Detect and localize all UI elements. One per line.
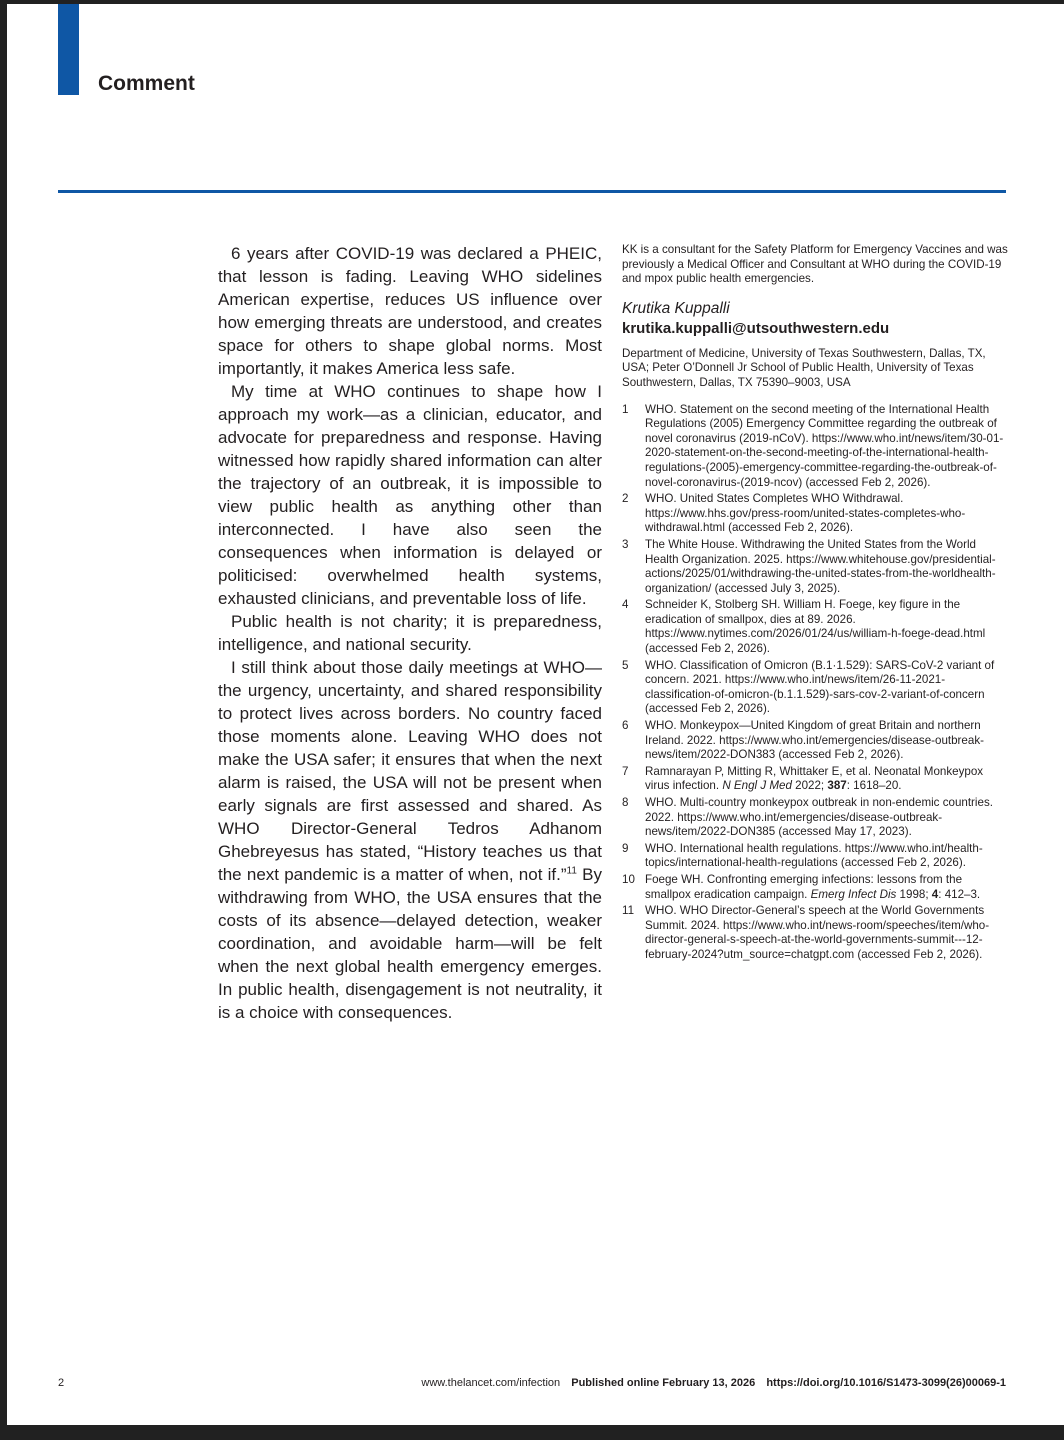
reference-text [645,765,1008,794]
reference-item [622,719,1008,763]
section-accent-bar [58,4,79,95]
right-column [622,243,1008,965]
reference-text-segment: WHO. International health regulations. https://www.who.int/health-topics/international-health-regulations (accessed Feb 2, 2026). [645,841,983,870]
reference-text-segment: 2022; [791,779,828,793]
section-label: Comment [98,72,195,95]
reference-text-segment: WHO. Statement on the second meeting of the International Health Regulations (2005) Emergency Committee regarding the outbreak of novel coronavirus (2019-nCoV). https://www.who.int/news/item/30-01-2020-statement-on-the-second-meeting-of-the-international-health-regulations-(2005)-emergency-committee-regarding-the-outbreak-of-novel-coronavirus-(2019-ncov) (accessed Feb 2, 2026). [645,402,1004,489]
reference-text [645,492,1008,536]
reference-number: 6 [622,719,629,733]
reference-list [622,403,1008,963]
reference-text [645,719,1008,763]
reference-text [645,904,1008,962]
footer-published: Published online February 13, 2026 [571,1377,756,1389]
reference-item [622,873,1008,902]
reference-text-segment: WHO. WHO Director-General’s speech at the World Governments Summit. 2024. https://www.who.int/news-room/speeches/item/who-director-general-s-speech-at-the-world-governments-summit---12-february-2024?utm_source=chatgpt.com (accessed Feb 2, 2026). [645,904,990,961]
body-text: Public health is not charity; it is preparedness, intelligence, and national security. [218,612,602,654]
author-name: Krutika Kuppalli [622,299,730,317]
body-paragraph [218,242,602,380]
reference-text [645,403,1008,491]
footer-site[interactable]: www.thelancet.com/infection [421,1377,561,1389]
reference-number: 10 [622,872,635,886]
footer-doi[interactable]: https://doi.org/10.1016/S1473-3099(26)00069-1 [766,1377,1006,1389]
reference-text-segment: N Engl J Med [722,779,792,793]
page-number: 2 [58,1377,65,1389]
reference-text [645,873,1008,902]
reference-item [622,904,1008,962]
reference-number: 5 [622,658,629,672]
reference-text-segment: : 1618–20. [846,779,902,793]
reference-number: 9 [622,841,629,855]
reference-number: 3 [622,537,629,551]
reference-number: 7 [622,764,629,778]
body-paragraph [218,656,602,1024]
body-text: My time at WHO continues to shape how I approach my work—as a clinician, educator, and advocate for preparedness and response. Having witnessed how rapidly shared information can alter the trajectory of an outbreak, it is impossible to view public health as anything other than interconnected. I have also seen the consequences when information is delayed or politicised: overwhelmed health systems, exhausted clinicians, and preventable loss of life. [218,382,602,608]
reference-text-segment: Schneider K, Stolberg SH. William H. Foege, key figure in the eradication of smallpox, dies at 89. 2026. https://www.nytimes.com/2026/01/24/us/william-h-foege-dead.html (accessed Feb 2, 2026). [645,598,986,656]
reference-number: 8 [622,796,629,809]
author-affiliation: Department of Medicine, University of Texas Southwestern, Dallas, TX, USA; Peter O’Donnell Jr School of Public Health, University of Texas Southwestern, Dallas, TX 75390–9003, USA [622,346,986,389]
reference-text-segment: The White House. Withdrawing the United States from the World Health Organization. 2025. https://www.whitehouse.gov/presidential-actions/2025/01/withdrawing-the-united-states-from-the-worldhealth-organization/ (accessed July 3, 2025). [645,537,996,595]
reference-text [645,842,1008,871]
reference-item [622,598,1008,656]
body-paragraph [218,610,602,656]
reference-text-segment: : 412–3. [938,887,981,901]
conflict-statement: KK is a consultant for the Safety Platform for Emergency Vaccines and was previously a Medical Officer and Consultant at WHO during the COVID-19 and mpox public health emergencies. [622,243,1008,286]
footer-citation [413,1377,1006,1390]
reference-item [622,403,1008,491]
article-body [218,242,602,1024]
author-email[interactable]: krutika.kuppalli@utsouthwestern.edu [622,319,890,337]
reference-text [645,659,1008,717]
reference-item [622,538,1008,596]
reference-number: 4 [622,598,629,612]
reference-number: 2 [622,492,629,506]
reference-text [645,538,1008,596]
body-text: 6 years after COVID-19 was declared a PHEIC, that lesson is fading. Leaving WHO sidelines American expertise, reduces US influence over how emerging threats are understood, and creates space for others to shape global norms. Most importantly, it makes America less safe. [218,244,602,378]
body-paragraph [218,380,602,610]
page-edge-left [0,0,7,1440]
reference-superscript[interactable]: 11 [566,865,577,877]
reference-item [622,796,1008,840]
reference-text-segment: WHO. Monkeypox—United Kingdom of great Britain and northern Ireland. 2022. https://www.who.int/emergencies/disease-outbreak-news/item/2022-DON383 (accessed Feb 2, 2026). [645,719,984,762]
reference-text-segment: Foege WH. Confronting emerging infections: lessons from the smallpox eradication campaign. [645,872,963,901]
reference-text [645,796,1008,840]
reference-text-segment: 387 [827,779,847,793]
reference-item [622,659,1008,717]
header-rule [58,190,1006,193]
reference-text-segment: 1998; [896,887,932,901]
reference-item [622,842,1008,871]
reference-text-segment: Emerg Infect Dis [810,887,897,901]
reference-number: 1 [622,402,629,416]
reference-text-segment: Ramnarayan P, Mitting R, Whittaker E, et al. Neonatal Monkeypox virus infection. [645,764,984,793]
reference-text-segment: WHO. Multi-country monkeypox outbreak in non-endemic countries. 2022. https://www.who.int/emergencies/disease-outbreak-news/item/2022-DON385 (accessed May 17, 2023). [645,796,993,839]
reference-text-segment: 4 [931,887,939,901]
page-edge-bottom [0,1425,1064,1440]
reference-text [645,598,1008,656]
reference-item [622,492,1008,536]
body-text: By withdrawing from WHO, the USA ensures that the costs of its absence—delayed detection, weaker coordination, and avoidable harm—will be felt when the next global health emergency emerges. In public health, disengagement is not neutrality, it is a choice with consequences. [218,865,603,1022]
page-footer [58,1377,1006,1390]
body-text: I still think about those daily meetings at WHO—the urgency, uncertainty, and shared responsibility to protect lives across borders. No country faced those moments alone. Leaving WHO does not make the USA safer; it ensures that when the next alarm is raised, the USA will not be present when early signals are first assessed and shared. As WHO Director-General Tedros Adhanom Ghebreyesus has stated, “History teaches us that the next pandemic is a matter of when, not if.” [218,658,602,884]
page-edge-top [0,0,1064,4]
reference-text-segment: WHO. Classification of Omicron (B.1·1.529): SARS-CoV-2 variant of concern. 2021. https://www.who.int/news/item/26-11-2021-classification-of-omicron-(b.1.1.529)-sars-cov-2-variant-of-concern (accessed Feb 2, 2026). [645,658,995,716]
reference-item [622,765,1008,794]
reference-text-segment: WHO. United States Completes WHO Withdrawal. https://www.hhs.gov/press-room/united-states-completes-who-withdrawal.html (accessed Feb 2, 2026). [645,492,966,535]
reference-number: 11 [622,904,635,918]
